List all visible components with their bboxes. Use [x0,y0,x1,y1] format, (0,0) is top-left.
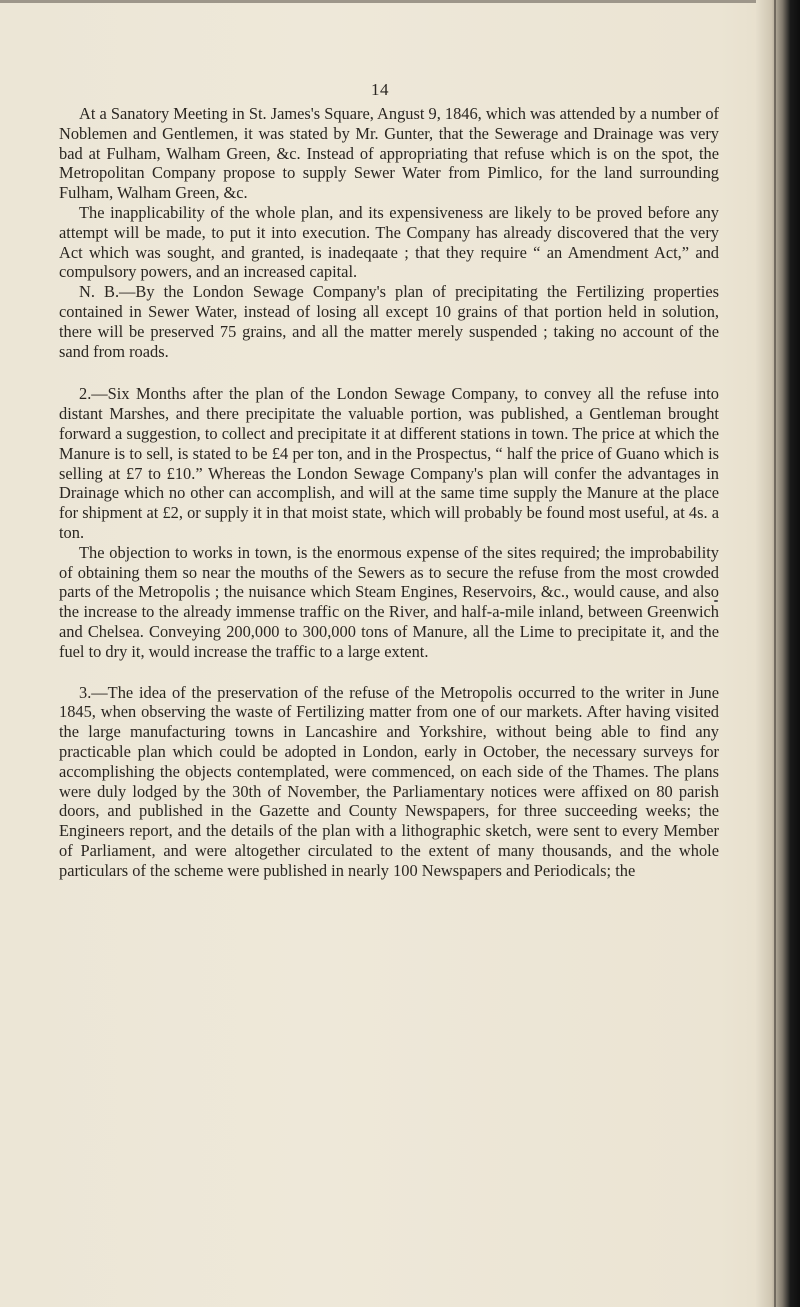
paragraph: The objection to works in town, is the enormous expense of the sites required; the improbability of obtaining them so near the mouths of the Sewers as to secure the refuse from the most crowded parts of the Metropolis ; the nuisance which Steam Engines, Reservoirs, &c., would cause, and also the increase to the already immense traffic on the River, and half-a-mile inland, between Greenwich and Chelsea. Conveying 200,000 to 300,000 tons of Manure, all the Lime to precipitate it, and the fuel to dry it, would increase the traffic to a large extent. [59,542,719,661]
paragraph: 3.—The idea of the preservation of the refuse of the Metropolis occurred to the writer in June 1845, when observing the waste of Fertilizing matter from one of our markets. After having visited the large manufacturing towns in Lancashire and Yorkshire, without being able to find any practicable plan which could be adopted in London, early in October, the necessary surveys for accomplishing the objects contemplated, were commenced, on each side of the Thames. The plans were duly lodged by the 30th of November, the Parliamentary notices were affixed on 80 parish doors, and published in the Gazette and County Newspapers, for three succeeding weeks; the Engineers report, and the details of the plan with a lithographic sketch, were sent to every Member of Parliament, and were altogether circulated to the extent of many thousands, and the whole particulars of the scheme were published in nearly 100 Newspapers and Periodicals; the [59,682,719,880]
paragraph: 2.—Six Months after the plan of the London Sewage Company, to convey all the refuse into distant Marshes, and there precipitate the valuable portion, was published, a Gentleman brought forward a suggestion, to collect and precipitate it at different stations in town. The price at which the Manure is to sell, is stated to be £4 per ton, and in the Prospectus, “ half the price of Guano which is selling at £7 to £10.” Whereas the London Sewage Company's plan will confer the advantages in Drainage which no other can accomplish, and will at the same time supply the Manure at the place for shipment at £2, or supply it in that moist state, which will probably be found most useful, at 4s. a ton. [59,384,719,542]
book-spine-shadow [756,0,800,1307]
page-body [59,104,719,880]
top-edge-rule [0,0,760,3]
paragraph-gap [59,361,719,384]
paragraph: The inapplicability of the whole plan, and its expensiveness are likely to be proved before any attempt will be made, to put it into execution. The Company has already discovered that the very Act which was sought, and granted, is inadeqaate ; that they require “ an Amendment Act,” and compulsory powers, and an increased capital. [59,202,719,282]
paragraph: At a Sanatory Meeting in St. James's Square, Angust 9, 1846, which was attended by a number of Noblemen and Gentlemen, it was stated by Mr. Gunter, that the Sewerage and Drainage was very bad at Fulham, Walham Green, &c. Instead of appropriating that refuse which is on the spot, the Metropolitan Company propose to supply Sewer Water from Pimlico, for the land surrounding Fulham, Walham Green, &c. [59,104,719,203]
paragraph-gap [59,662,719,683]
spine-crease [774,0,776,1307]
page-number: 14 [371,80,389,99]
paragraph: N. B.—By the London Sewage Company's plan of precipitating the Fertilizing properties contained in Sewer Water, instead of losing all except 10 grains of that portion held in solution, there will be preserved 75 grains, and all the matter merely suspended ; taking no account of the sand from roads. [59,282,719,361]
